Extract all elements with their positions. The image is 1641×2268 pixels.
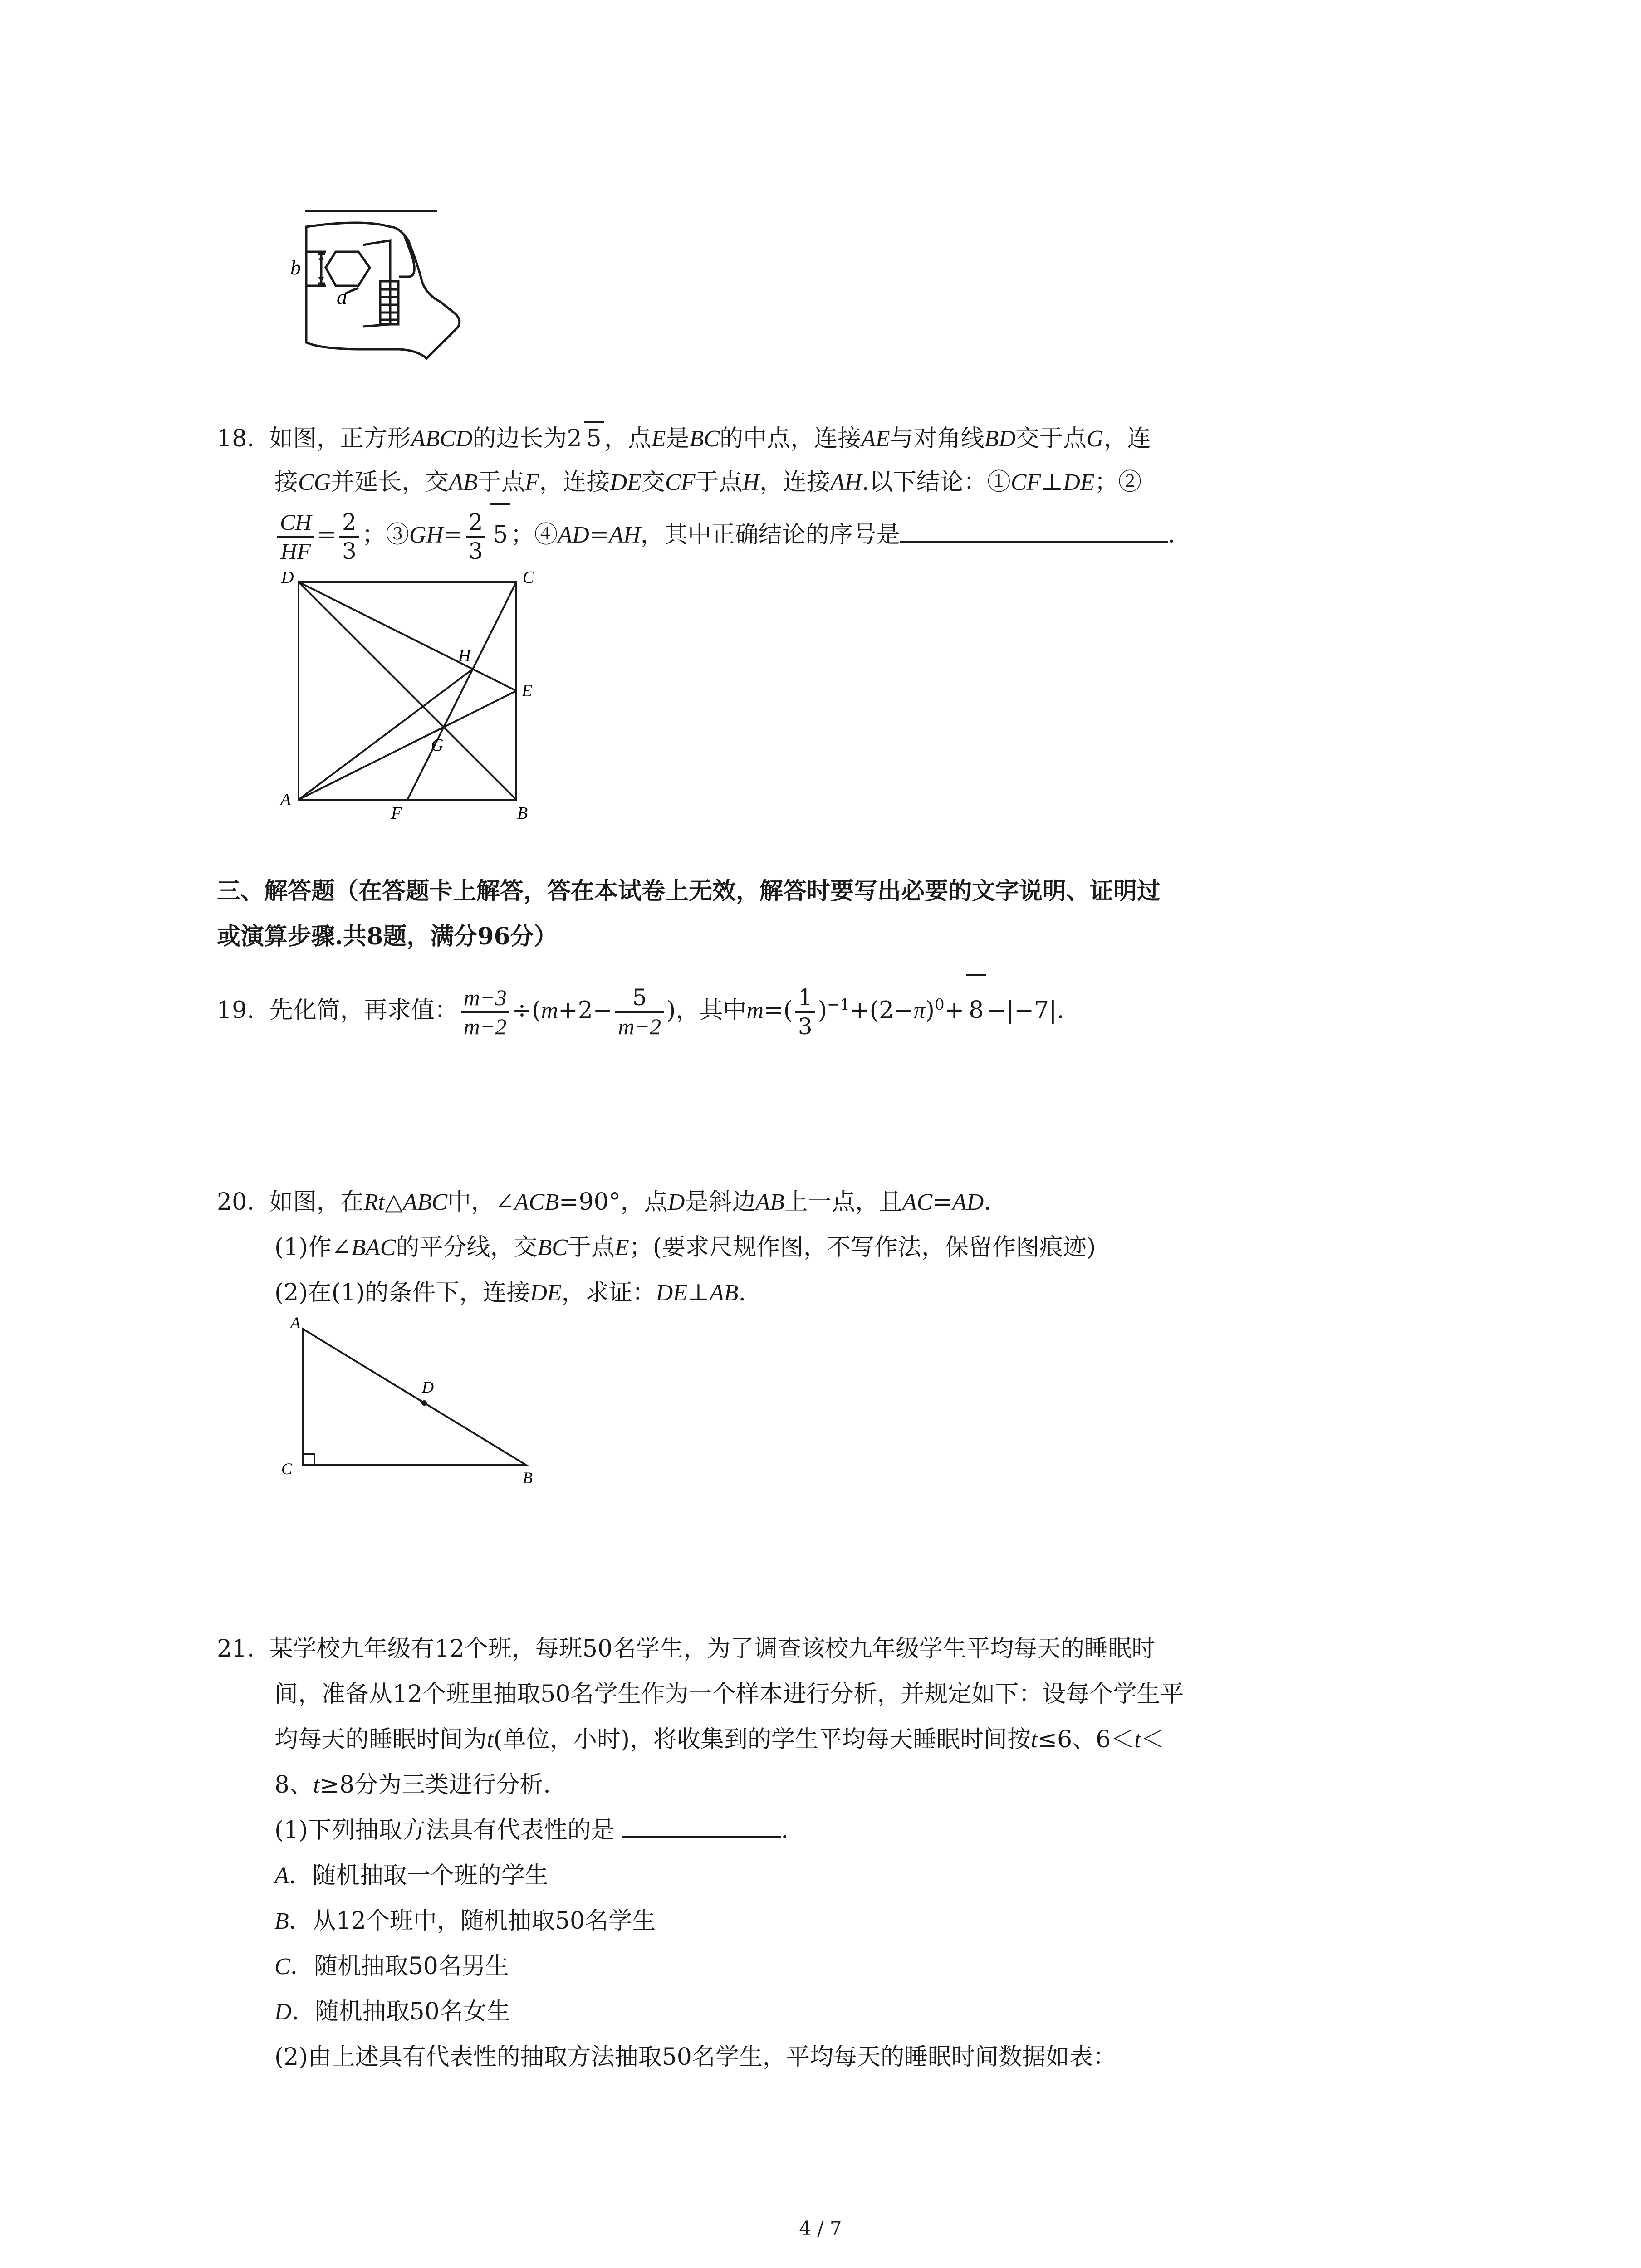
label-g: G <box>431 736 444 755</box>
wrench-jaw <box>326 252 370 286</box>
label-c: C <box>523 569 534 587</box>
label-b: B <box>517 804 528 823</box>
segment-ae <box>299 691 516 800</box>
square-figure <box>272 569 554 823</box>
answer-blank-q21[interactable] <box>622 1818 781 1838</box>
q21-sub2: (2)由上述具有代表性的抽取方法抽取50名学生，平均每天的睡眠时间数据如表： <box>274 2043 1117 2071</box>
q21-line2: 间，准备从12个班里抽取50名学生作为一个样本进行分析，并规定如下：设每个学生平 <box>274 1681 1184 1708</box>
q20-line2: (1)作∠BAC的平分线，交BC于点E；(要求尺规作图，不写作法，保留作图痕迹) <box>274 1234 1096 1261</box>
label-a: A <box>290 1315 300 1332</box>
label-e: E <box>522 681 533 700</box>
option-b: B．从12个班中，随机抽取50名学生 <box>274 1907 656 1935</box>
q18-line1: 18. 如图，正方形ABCD的边长为2 5 ，点E是BC的中点，连接AE与对角线BD交于点G，连 <box>217 421 1151 455</box>
wrench-figure <box>272 213 481 367</box>
fraction-2-3-b: $\frac{2}{3}$ <box>466 508 486 565</box>
answer-blank-q17 <box>305 210 437 212</box>
q21-line4: 8、t≥8分为三类进行分析. <box>274 1771 551 1799</box>
fraction-1-3: $\frac{1}{3}$ <box>795 984 815 1040</box>
q21-sub1: (1)下列抽取方法具有代表性的是 . <box>274 1817 789 1844</box>
triangle-abc <box>303 1329 526 1465</box>
answer-blank-q18[interactable] <box>900 523 1168 543</box>
question-number: 18. <box>217 425 255 452</box>
question-number: 19. <box>217 997 255 1024</box>
question-number: 20. <box>217 1188 255 1216</box>
section-heading: 三、解答题（在答题卡上解答，答在本试卷上无效，解答时要写出必要的文字说明、证明过 <box>217 877 1161 905</box>
q21-line3: 均每天的睡眠时间为t(单位，小时)，将收集到的学生平均每天睡眠时间按t≤6、6＜t＜ <box>274 1726 1165 1753</box>
wrench-label-b: b <box>290 256 301 279</box>
option-a: A．随机抽取一个班的学生 <box>274 1862 549 1889</box>
label-f: F <box>391 804 402 823</box>
segment-cf <box>407 582 516 800</box>
sqrt-expression: 5 <box>490 503 510 564</box>
fraction-5-m2: $\frac{5}{m-2}$ <box>615 984 664 1040</box>
segment-de <box>299 582 516 691</box>
q18-line2: 接CG并延长，交AB于点F，连接DE交CF于点H，连接AH.以下结论：①CF⊥DE；② <box>274 469 1142 496</box>
q20-line3: (2)在(1)的条件下，连接DE，求证：DE⊥AB. <box>274 1279 746 1306</box>
point-d <box>421 1400 427 1406</box>
page-number: 4 / 7 <box>799 2217 842 2239</box>
diagonal-bd <box>299 582 516 800</box>
fraction-2-3: $\frac{2}{3}$ <box>339 508 359 565</box>
segment-ah <box>299 669 473 800</box>
wrench-label-a: a <box>337 285 347 308</box>
label-d: D <box>422 1378 434 1396</box>
label-a: A <box>280 790 291 809</box>
q19: 19. 先化简，再求值： $\frac{m-3}{m-2}$ ÷(m+2− $\frac{5}{m-2}$ )，其中m=( $\frac{1}{3}$ )$^{-1}+(2-\pi)^0+ 8 -|-7|$. <box>217 971 1064 1045</box>
label-b: B <box>523 1469 533 1487</box>
label-h: H <box>458 646 471 665</box>
question-number: 21. <box>217 1635 255 1662</box>
q20-line1: 20. 如图，在Rt△ABC中，∠ACB=90°，点D是斜边AB上一点，且AC=AD. <box>217 1188 991 1216</box>
right-angle-mark <box>303 1454 314 1465</box>
fraction-m3-m2: $\frac{m-3}{m-2}$ <box>461 984 509 1040</box>
q18-line3: $\frac{CH}{HF}$ = $\frac{2}{3}$ ；③GH= $\frac{2}{3}$ 5 ；④AD=AH，其中正确结论的序号是 . <box>274 503 1175 565</box>
sqrt-expression: 5 <box>584 421 604 455</box>
sqrt-expression: 8 <box>966 974 986 1044</box>
option-c: C．随机抽取50名男生 <box>274 1953 509 1980</box>
label-c: C <box>281 1460 293 1478</box>
fraction-ch-hf: $\frac{CH}{HF}$ <box>277 508 314 565</box>
section-heading-line2: 或演算步骤.共8题，满分96分） <box>217 923 558 950</box>
option-d: D．随机抽取50名女生 <box>274 1998 510 2025</box>
triangle-figure <box>272 1315 554 1488</box>
label-d: D <box>281 569 294 587</box>
q21-line1: 21. 某学校九年级有12个班，每班50名学生，为了调查该校九年级学生平均每天的睡眠时 <box>217 1635 1156 1662</box>
